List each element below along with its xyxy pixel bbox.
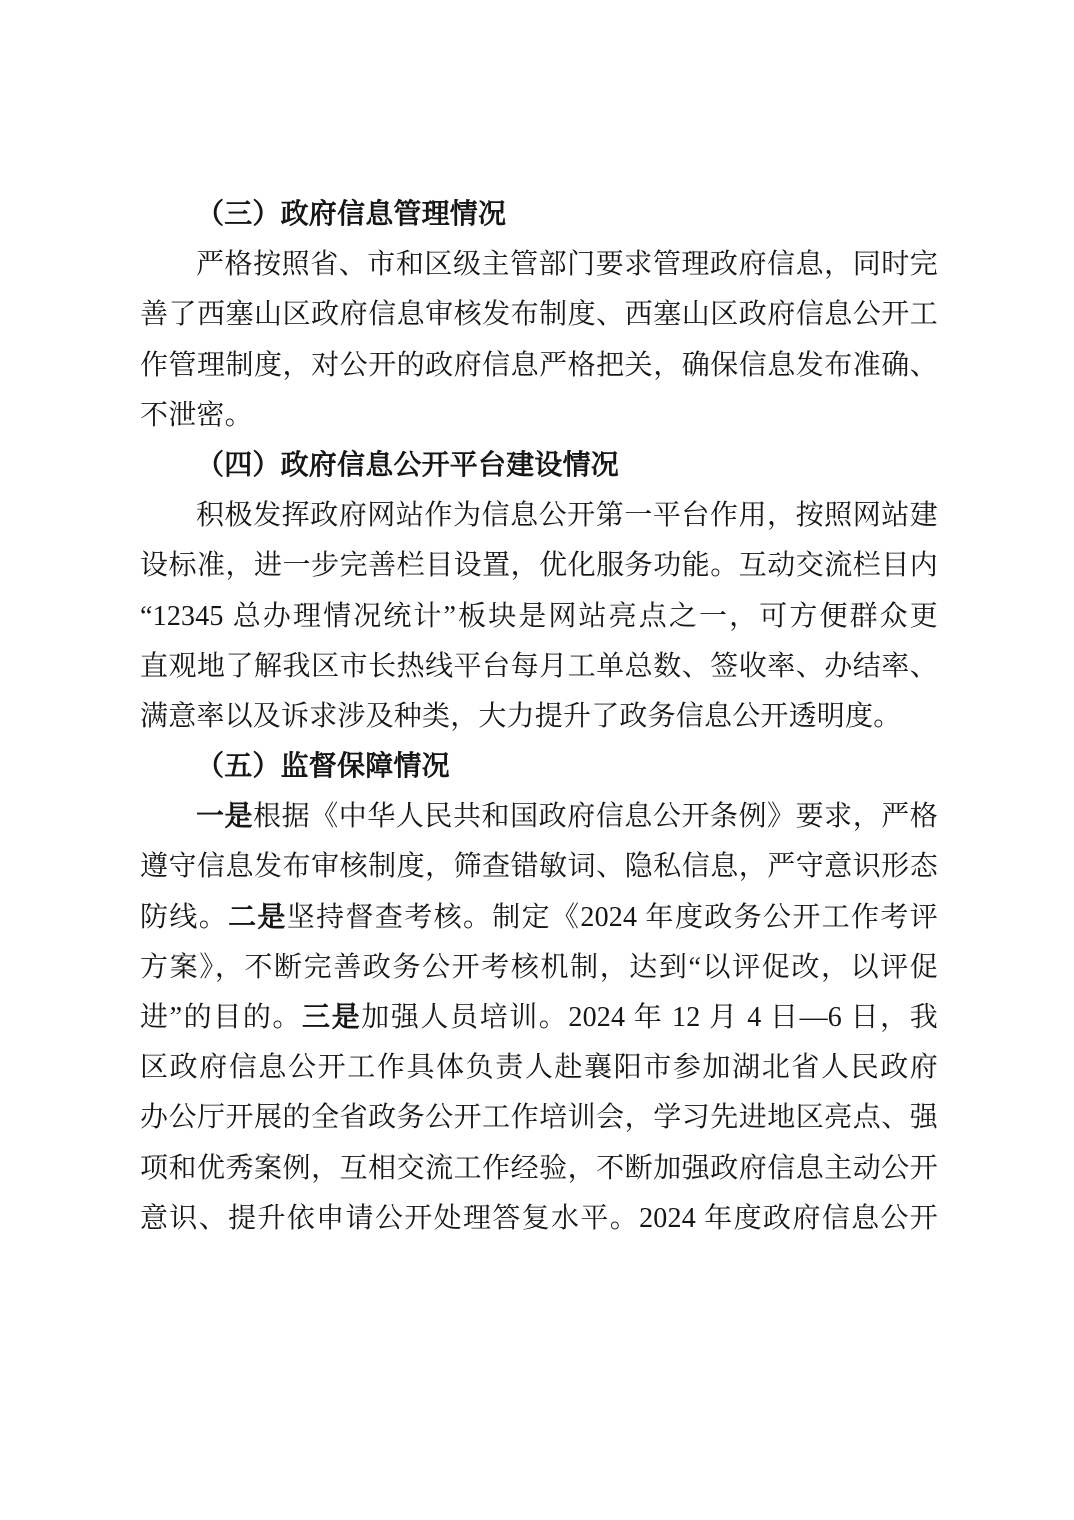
text-run: 防线。	[140, 901, 229, 933]
paragraph-line	[140, 842, 938, 892]
paragraph-line	[140, 541, 938, 591]
paragraph-line	[140, 943, 938, 993]
paragraph-line	[140, 1194, 938, 1244]
text-run: 善了西塞山区政府信息审核发布制度、西塞山区政府信息公开工	[140, 299, 938, 331]
emphasis-text-run: 二是	[228, 901, 287, 933]
emphasis-text-run: 一是	[196, 801, 254, 833]
paragraph-line	[140, 290, 938, 340]
paragraph-line	[140, 692, 938, 742]
paragraph-line	[140, 240, 938, 290]
document-body	[140, 190, 938, 1244]
text-run: 进”的目的。	[140, 1002, 303, 1033]
text-run: 加强人员培训。2024 年 12 月 4 日—6 日，我	[361, 1002, 938, 1033]
paragraph-line	[140, 341, 938, 391]
paragraph-line	[140, 592, 938, 642]
text-run: “12345 总办理情况统计”板块是网站亮点之一，可方便群众更	[140, 600, 938, 632]
text-run: 严格按照省、市和区级主管部门要求管理政府信息，同时完	[196, 249, 938, 281]
document-section	[140, 190, 938, 441]
paragraph-line	[140, 792, 938, 842]
paragraph-line	[140, 391, 938, 441]
text-run: 遵守信息发布审核制度，筛查错敏词、隐私信息，严守意识形态	[140, 851, 938, 883]
paragraph-line	[140, 1144, 938, 1194]
paragraph-line	[140, 1093, 938, 1143]
text-run: 办公厅开展的全省政务公开工作培训会，学习先进地区亮点、强	[140, 1102, 938, 1134]
text-run: 坚持督查考核。制定《2024 年度政务公开工作考评	[286, 901, 938, 933]
paragraph-line	[140, 642, 938, 692]
text-run: 作管理制度，对公开的政府信息严格把关，确保信息发布准确、	[140, 349, 938, 381]
emphasis-text-run: 三是	[302, 1002, 362, 1033]
text-run: 不泄密。	[140, 399, 253, 431]
section-heading: （三）政府信息管理情况	[196, 199, 507, 230]
text-run: 区政府信息公开工作具体负责人赴襄阳市参加湖北省人民政府	[140, 1052, 938, 1084]
paragraph-line	[140, 491, 938, 541]
text-run: 设标准，进一步完善栏目设置，优化服务功能。互动交流栏目内	[140, 550, 938, 582]
text-run: 项和优秀案例，互相交流工作经验，不断加强政府信息主动公开	[140, 1152, 938, 1184]
document-section	[140, 441, 938, 742]
text-run: 意识、提升依申请公开处理答复水平。2024 年度政府信息公开	[140, 1202, 938, 1234]
paragraph-line	[140, 1043, 938, 1093]
text-run: 直观地了解我区市长热线平台每月工单总数、签收率、办结率、	[140, 650, 938, 682]
paragraph-line	[140, 993, 938, 1043]
document-section	[140, 742, 938, 1244]
section-heading: （四）政府信息公开平台建设情况	[196, 449, 620, 481]
text-run: 根据《中华人民共和国政府信息公开条例》要求，严格	[253, 801, 938, 833]
text-run: 方案》，不断完善政务公开考核机制，达到“以评促改，以评促	[140, 951, 938, 983]
paragraph-line	[140, 893, 938, 943]
text-run: 积极发挥政府网站作为信息公开第一平台作用，按照网站建	[196, 500, 938, 532]
text-run: 满意率以及诉求涉及种类，大力提升了政务信息公开透明度。	[140, 700, 902, 732]
section-heading: （五）监督保障情况	[196, 751, 450, 783]
